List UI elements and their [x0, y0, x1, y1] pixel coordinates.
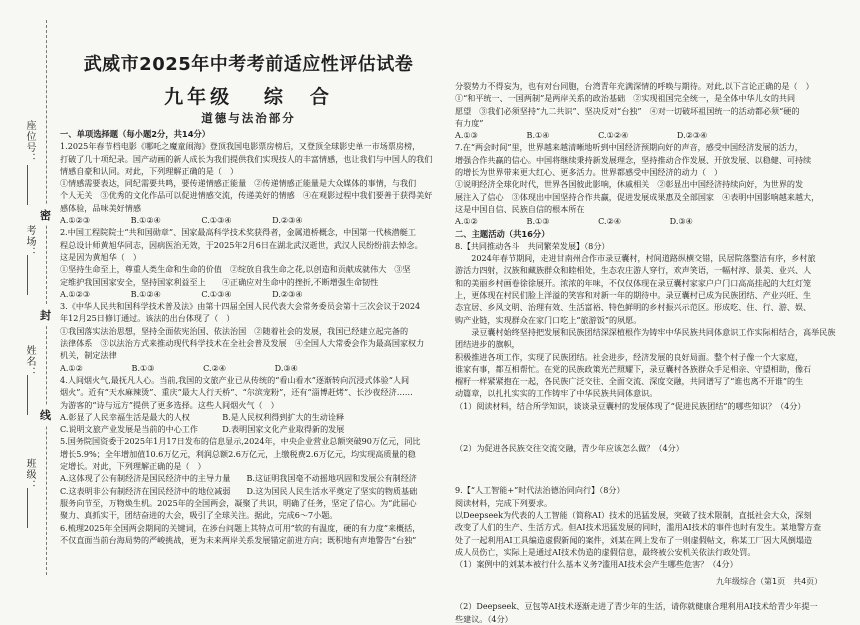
text-line: （1）阅读材料，结合所学知识，谈谈录豆囊村的发展体现了“促进民族团结”的哪些知识？（4分）: [455, 400, 806, 411]
section-title: 道德与法治部分: [201, 111, 296, 125]
seat-number-blank: [27, 165, 28, 205]
text-line: ①“和平统一、一国两制”是两岸关系的政治基础 ②实现祖国完全统一，是全体中华儿女的共同: [455, 93, 796, 104]
text-line: 8.【共同推动各斗 共同繁荣发展】（8分）: [455, 240, 610, 251]
text-line: 2.中国工程院院士“共和国勋章”、国家最高科学技术奖获得者，金属道桥概念，中国第一代核潜艇工: [60, 227, 416, 238]
text-line: 增长5.9%；全年增加值10.6万亿元，利润总额2.6万亿元，上缴税费2.6万亿元，均实现高质量的稳: [60, 448, 416, 459]
text-line: 改变了人们的生产、生活方式。但AI技术迅猛发展的同时，滥用AI技术的事件也时有发生。某地警方查: [455, 522, 822, 533]
text-line: 榴籽一样紧紧抱在一起，各民族广泛交往、全面交流、深度交融，共同谱写了“谁也离不开谁”的生: [455, 376, 804, 387]
answer-options: A.①③ B.①④ C.①②④ D.②③④: [455, 130, 708, 141]
text-line: 9.【“人工智能+”时代法治德治同向行】（8分）: [455, 485, 625, 496]
seal-char-mi: 密: [40, 205, 51, 225]
text-line: 4.人间烟火气,最抚凡人心。当前,我国的文旅产业已从传统的“看山看水”逐渐转向沉浸式体验“人间: [60, 374, 410, 385]
page-footer: 九年级综合（第1页 共4页）: [716, 577, 823, 586]
exam-room-blank: [27, 255, 28, 295]
text-line: 年12月25日修订通过。该法的出台体现了（ ）: [60, 313, 235, 324]
subject-label: 综 合: [263, 86, 333, 108]
text-line: 成人员伤亡，实际上是通过AI技术伪造的虚假信息，最终被公安机关依法行政处罚。: [455, 546, 756, 557]
exam-title: 武威市2025年中考考前适应性评估试卷: [83, 54, 414, 75]
text-line: 上，更体现在村民们脸上洋溢的笑容和对新一年的期待中。录豆囊村已成为民族团结、产业兴旺、生: [455, 290, 812, 301]
text-line: 打破了几十项纪录。国产动画的新人成长为我们提供我们实现技人的丰富情感，也让我们与中国人的我们: [60, 153, 433, 164]
answer-options: A.①② B.①③ C.②④ D.③④: [60, 362, 298, 373]
exam-room-label: 考场：: [24, 225, 35, 258]
text-line: 分裂势力不得妄为，也有对台同胞，台湾青年充满深情的呼唤与期待。对此,以下言论正确的是（ ）: [455, 81, 814, 91]
text-line: 为游客的“诗与远方”提供了更多选择。这些人间烟火气（ ）: [60, 399, 279, 410]
text-line: A.彰显了人民幸福生活是最大的人权 B.是人民权利得到扩大的生动诠释: [60, 411, 345, 422]
text-line: ①说明经济全球化时代，世界各国彼此影响，休戚相关 ②彰显出中国经济持续向好，为世界的发: [455, 179, 804, 190]
text-line: [455, 454, 841, 484]
text-line: ①坚持生命至上，尊重人类生命和生命的价值 ②绽放自我生命之花,以创造和贡献成就伟大 ③坚: [60, 264, 411, 275]
text-line: 有力度”: [455, 117, 484, 128]
text-line: 态宜居、乡风文明、治理有效、生活富裕、特色鲜明的乡村振兴示范区。形成吃、住、行、游、娱、: [455, 302, 812, 313]
answer-options: A.①② B.①③ C.②④ D.③④: [455, 216, 693, 227]
text-line: 6.梳理2025年全国两会期间的关键词，在涉台问题上其特点可用“软的有温度，硬的有力度”来概括，: [60, 522, 421, 533]
name-blank: [27, 375, 28, 415]
seal-char-xian: 线: [40, 405, 51, 425]
text-line: 2024年春节期间，走进甘南州合作市录豆囊村，村间道路纵横交错，民居院落整洁有序，乡村旅: [455, 253, 816, 264]
text-line: 5.国务院国资委于2025年1月17日发布的信息显示,2024年，中央企业营业总额突破90万亿元，同比: [60, 436, 421, 447]
text-line: 展注入了信心 ③体现出中国坚持合作共赢，促进发展成果惠及全部国家 ④表明中国影响越来越大，: [455, 191, 820, 202]
grade-label: 九年级: [164, 86, 234, 108]
name-label: 姓名：: [24, 345, 35, 378]
text-line: 烟火”。近有“天水麻辣烫”、重庆“最大人行天桥”、“尔滨宠粉”，还有“淄博赶烤”、长沙夜经济……: [60, 387, 413, 398]
binding-margin: [0, 0, 56, 595]
text-line: 定增长。对此，下列理解正确的是（ ）: [60, 461, 206, 472]
text-line: 以Deepseek为代表的人工智能（简称AI）技术的迅猛发展，突破了技术限制，直抵社会大众，深刻: [455, 509, 812, 520]
answer-options: A.①②③ B.①②④ C.①③④ D.②③④: [60, 288, 303, 299]
text-line: C.说明文旅产业发展是当前的中心工作 D.表明国家文化产业取得新的发展: [60, 424, 345, 435]
text-line: A.这体现了公有制经济是国民经济中的主导力量 B.这证明我国毫不动摇地巩固和发展公有制经济: [60, 473, 417, 484]
text-line: 法律体系 ③以法治方式来推动现代科学技术在全社会普及发展 ④全国人大常委会作为最高国家权力: [60, 338, 425, 349]
text-line: 积极推进各项工作，实现了民族团结。社会进步，经济发展的良好局面。整个村子像一个大家庭，: [455, 351, 804, 362]
text-line: 感体验，品味美好情感: [60, 202, 141, 213]
text-line: （2）Deepseek、豆包等AI技术逐渐走进了青少年的生活，请你就健康合理利用AI技术给青少年提一: [455, 601, 818, 612]
text-line: 这是因为黄旭华（ ）: [60, 251, 141, 262]
text-line: ①我国落实法治思想，坚持全面依宪治国、依法治国 ②随着社会的发展，我国已经建立起完备的: [60, 325, 409, 336]
text-line: 这是中国自信、民族自信的根本所在: [455, 203, 585, 214]
text-line: 录豆囊村始终坚持把发展和民族团结深深植根作为铸牢中华民族共同体意识工作实际相结合，高举民族团结进步的旗帜，: [455, 326, 836, 350]
text-line: 3.《中华人民共和国科学技术普及法》由第十四届全国人民代表大会常务委员会第十三次会议于2024: [60, 301, 421, 312]
right-column-text: [455, 80, 841, 625]
text-line: 7.在“两会时间”里，世界越来越清晰地听到中国经济预期向好的声音，感受中国经济发展的活力，: [455, 142, 803, 153]
text-line: 定维护我国国家安全，坚持国家利益至上 ④正确应对生命中的挫折,不断增强生命韧性: [60, 276, 379, 287]
section-heading: 一、单项选择题（每小题2分，共14分）: [60, 129, 211, 139]
class-blank: [27, 488, 28, 528]
seat-number-label: 座位号：: [24, 120, 35, 164]
seal-line: [46, 20, 47, 575]
text-line: ①情感需要表达，同纪需要共鸣，要传递情感正能量 ②传递情感正能量是大众媒体的事情，与我们: [60, 178, 417, 189]
text-line: 聚力、真抓实干，团结奋进的大会，吸引了全球关注。据此，完成6～7小题。: [60, 510, 338, 521]
text-line: 机关，制定法律: [60, 350, 117, 361]
section-heading: 二、主题活动（共16分）: [455, 228, 550, 239]
text-line: 情感自豪和认同。对此，下列理解正确的是（ ）: [60, 165, 239, 176]
text-line: 的增长为世界带来更大红心、更多活力。世界都感受中国经济的动力（ ）: [455, 167, 723, 178]
text-line: 服务向节至，万物焕生机。2025年的全国两会，凝聚了共识，明确了任务，坚定了信心。为“此届心: [60, 497, 417, 508]
answer-options: A.①②③ B.①②④ C.①③④ D.②③④: [60, 215, 303, 226]
text-line: C.这表明非公有制经济在国民经济中的地位减弱 D.这为国民人民生活水平奠定了坚实的物质基础: [60, 485, 418, 496]
text-line: 愿望 ③我们必须坚持“九二共识”、坚决反对“台独” ④对一切破坏祖国统一的活动都必须“硬的: [455, 105, 800, 116]
text-line: 处了一起利用AI工具编造虚假新闻的案件，刘某在网上发布了一则虚假帖文，称某工厂因大风倒塌造: [455, 534, 813, 545]
text-line: 增强合作共赢的信心。中国将继续秉持新发展理念，坚持推动合作发展、开放发展、以稳健、可持续: [455, 154, 812, 165]
text-line: [455, 412, 841, 442]
text-line: 些建议。（4分）: [455, 613, 513, 624]
class-label: 班级：: [24, 458, 35, 491]
text-line: 1.2025年春节档电影《哪吒之魔童闹海》登顶我国电影票房榜后，又登顶全球影史单一市场票房榜，: [60, 141, 421, 152]
text-line: 和的美丽乡村画卷徐徐展开。浓浓的年味，不仅仅体现在录豆囊村家家户户门口高高挂起的大红灯笼: [455, 277, 812, 288]
text-line: 阅读材料，完成下列要求。: [455, 497, 553, 508]
seal-char-feng: 封: [40, 305, 51, 325]
text-line: （2）为促进各民族交往交流交融，青少年应该怎么做？（4分）: [455, 443, 684, 454]
text-line: 不仅直面当前台海局势的严峻挑战，更为未来两岸关系发展锚定前进方向；既积地有声地警告“台独”: [60, 534, 417, 545]
text-line: 个人无关 ③优秀的文化作品可以促进情感交流，传递美好的情感 ④在观影过程中我们要善于获得美好: [60, 190, 433, 201]
exam-subtitle: [60, 82, 437, 109]
text-line: 程总设计师黄旭华同志，因病医治无效，于2025年2月6日在湖北武汉逝世，武汉人民纷纷前去悼念。: [60, 239, 423, 250]
text-line: 谁家有事，都互相帮忙。在党的民族政策光芒照耀下，录豆囊村各族群众手足相亲、守望相助，像石: [455, 363, 812, 374]
text-line: 游活力四射，汉族和藏族群众和睦相处，生态农庄游人穿行，欢声笑语，一幅村淳、景美、业兴、人: [455, 265, 812, 276]
text-line: 动篇章，以扎扎实实的工作铸牢了中华民族共同体意识。: [455, 388, 658, 399]
text-line: 购产业链，实现群众在家门口吃上“旅游饭”的夙愿。: [455, 314, 642, 325]
text-line: （1）案例中的刘某本被行什么基本义务?滥用AI技术会产生哪些危害？（4分）: [455, 559, 738, 570]
left-column-text: [60, 128, 437, 546]
